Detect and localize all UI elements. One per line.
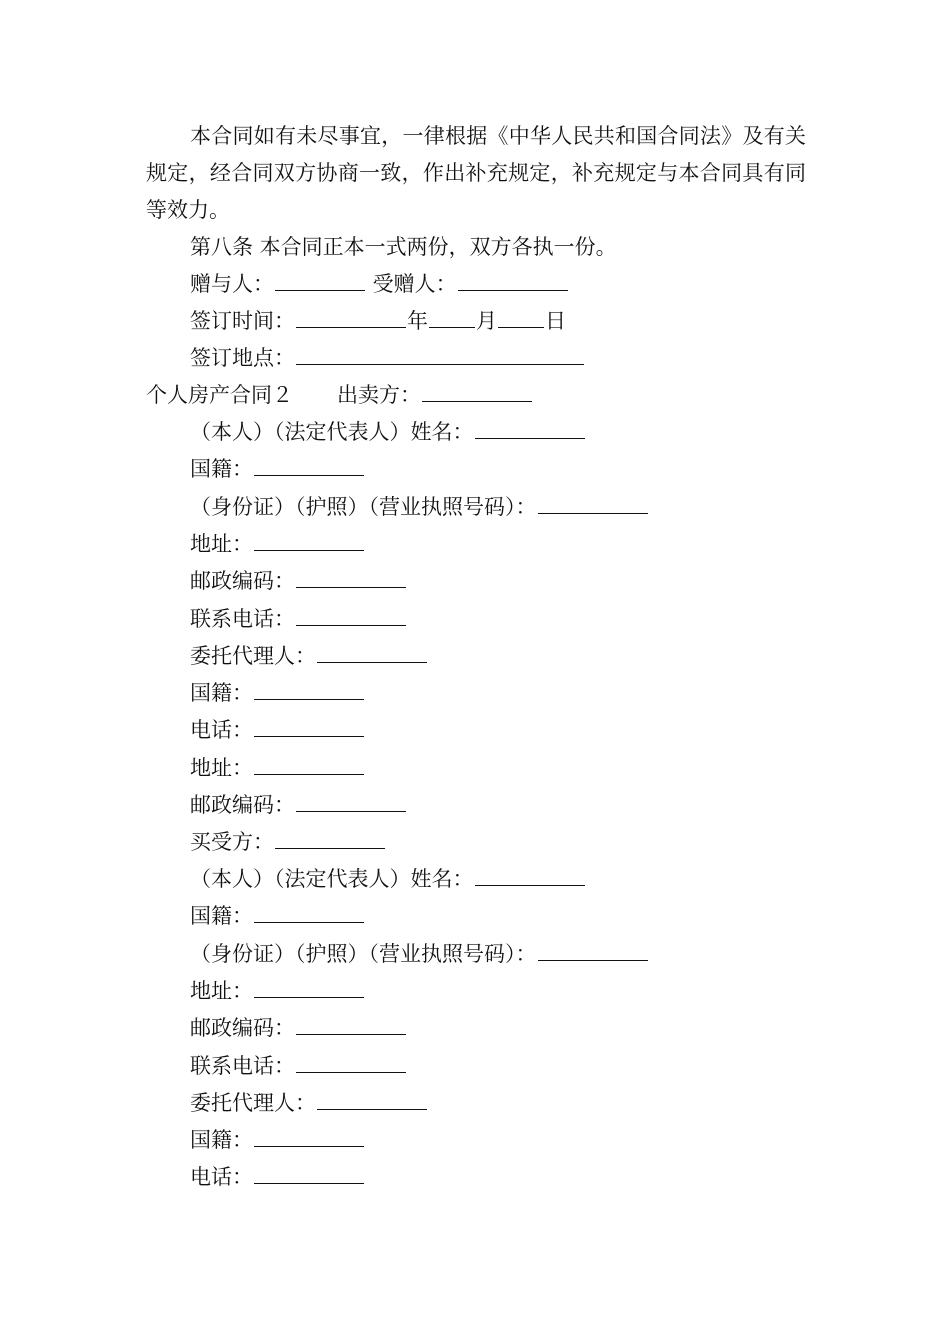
seller-postcode-line: [146, 563, 890, 600]
field-label: 委托代理人：: [190, 1091, 316, 1115]
year-label: 年: [407, 309, 428, 333]
buyer-id-line: [146, 936, 890, 973]
buyer-contact-phone-line: [146, 1048, 890, 1085]
year-blank[interactable]: [296, 305, 406, 328]
seller-postcode-blank[interactable]: [296, 565, 406, 588]
seller-agent-phone-blank[interactable]: [254, 714, 364, 737]
buyer-address-blank[interactable]: [254, 975, 364, 998]
signing-place-blank[interactable]: [296, 342, 584, 365]
seller-id-line: [146, 489, 890, 526]
seller-agent-address-blank[interactable]: [254, 752, 364, 775]
buyer-line: [146, 824, 890, 861]
signing-date-label: 签订时间：: [190, 309, 295, 333]
buyer-agent-line: [146, 1085, 890, 1122]
buyer-postcode-line: [146, 1010, 890, 1047]
day-label: 日: [545, 309, 566, 333]
field-label: 联系电话：: [190, 607, 295, 631]
buyer-agent-nationality-blank[interactable]: [254, 1124, 364, 1147]
donee-label: 受赠人：: [366, 272, 457, 296]
clause-supplementary: 本合同如有未尽事宜，一律根据《中华人民共和国合同法》及有关规定，经合同双方协商一致，作出补充规定，补充规定与本合同具有同等效力。: [146, 124, 806, 222]
seller-address-line: [146, 526, 890, 563]
day-blank[interactable]: [498, 305, 544, 328]
contract2-title: 个人房产合同２: [146, 383, 293, 407]
donor-donee-line: [146, 266, 890, 303]
seller-name-blank[interactable]: [475, 416, 585, 439]
field-label: （本人）（法定代表人）姓名：: [190, 867, 474, 891]
seller-nationality-line: [146, 451, 890, 488]
field-label: 地址：: [190, 532, 253, 556]
field-label: 联系电话：: [190, 1054, 295, 1078]
donor-label: 赠与人：: [190, 272, 274, 296]
field-label: 地址：: [190, 756, 253, 780]
seller-agent-nationality-blank[interactable]: [254, 677, 364, 700]
field-label: 电话：: [190, 718, 253, 742]
seller-agent-nationality-line: [146, 675, 890, 712]
buyer-name-blank[interactable]: [475, 863, 585, 886]
seller-contact-phone-blank[interactable]: [296, 603, 406, 626]
seller-agent-line: [146, 638, 890, 675]
month-blank[interactable]: [429, 305, 475, 328]
buyer-agent-phone-line: [146, 1159, 890, 1196]
buyer-agent-phone-blank[interactable]: [254, 1161, 364, 1184]
seller-blank[interactable]: [422, 379, 532, 402]
field-label: 电话：: [190, 1165, 253, 1189]
donee-blank[interactable]: [458, 268, 568, 291]
field-label: 国籍：: [190, 1128, 253, 1152]
buyer-nationality-blank[interactable]: [254, 900, 364, 923]
buyer-name-line: [146, 861, 890, 898]
seller-agent-blank[interactable]: [317, 640, 427, 663]
signing-date-line: [146, 303, 890, 340]
seller-agent-postcode-blank[interactable]: [296, 789, 406, 812]
seller-id-blank[interactable]: [538, 491, 648, 514]
seller-agent-address-line: [146, 750, 890, 787]
contract2-heading-line: [146, 377, 846, 414]
field-label: 邮政编码：: [190, 569, 295, 593]
seller-agent-postcode-line: [146, 787, 890, 824]
buyer-nationality-line: [146, 898, 890, 935]
seller-nationality-blank[interactable]: [254, 453, 364, 476]
field-label: 委托代理人：: [190, 644, 316, 668]
buyer-agent-nationality-line: [146, 1122, 890, 1159]
signing-place-label: 签订地点：: [190, 346, 295, 370]
buyer-label: 买受方：: [190, 830, 274, 854]
field-label: 国籍：: [190, 904, 253, 928]
field-label: 邮政编码：: [190, 793, 295, 817]
field-label: （本人）（法定代表人）姓名：: [190, 420, 474, 444]
seller-agent-phone-line: [146, 712, 890, 749]
buyer-address-line: [146, 973, 890, 1010]
signing-place-line: [146, 340, 890, 377]
field-label: 邮政编码：: [190, 1016, 295, 1040]
field-label: 地址：: [190, 979, 253, 1003]
article-8: 第八条 本合同正本一式两份，双方各执一份。: [190, 235, 617, 259]
field-label: （身份证）（护照）（营业执照号码）：: [190, 495, 537, 519]
field-label: 国籍：: [190, 457, 253, 481]
seller-address-blank[interactable]: [254, 528, 364, 551]
buyer-contact-phone-blank[interactable]: [296, 1050, 406, 1073]
buyer-blank[interactable]: [275, 826, 385, 849]
month-label: 月: [476, 309, 497, 333]
buyer-id-blank[interactable]: [538, 938, 648, 961]
buyer-agent-blank[interactable]: [317, 1087, 427, 1110]
seller-name-line: [146, 414, 890, 451]
field-label: 国籍：: [190, 681, 253, 705]
donor-blank[interactable]: [275, 268, 365, 291]
buyer-postcode-blank[interactable]: [296, 1012, 406, 1035]
seller-contact-phone-line: [146, 601, 890, 638]
field-label: （身份证）（护照）（营业执照号码）：: [190, 942, 537, 966]
seller-label: 出卖方：: [337, 383, 421, 407]
